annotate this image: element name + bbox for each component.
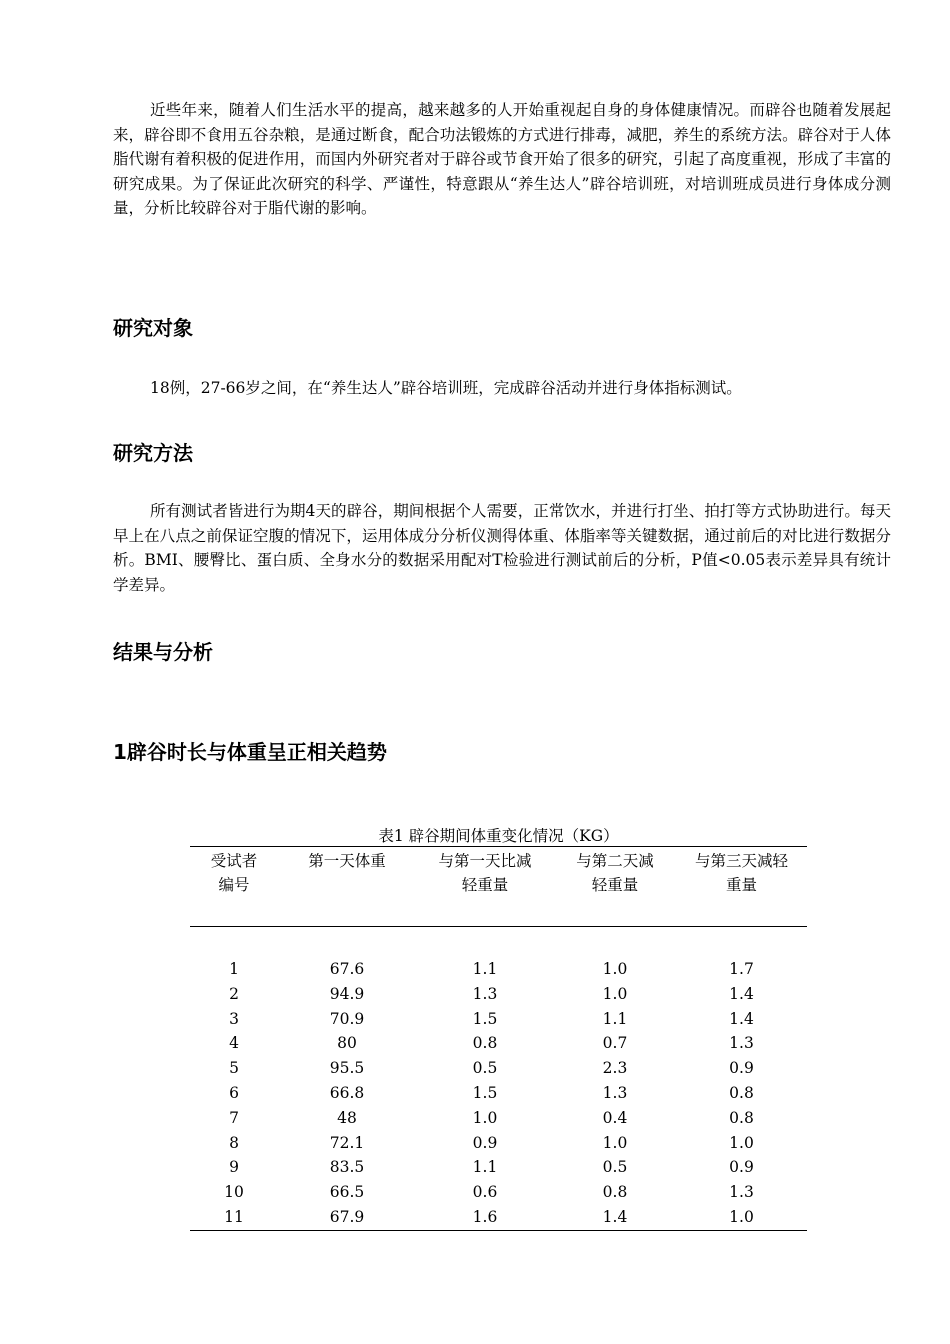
table-cell: 5 — [229, 1059, 239, 1078]
table-row — [190, 1031, 807, 1056]
table-cell: 1.0 — [602, 984, 628, 1003]
table-header-row — [190, 847, 807, 927]
column-header: 与第二天减 轻重量 — [554, 847, 676, 927]
weight-change-table — [190, 846, 807, 1231]
table-cell: 0.9 — [729, 1158, 754, 1177]
table-cell: 0.5 — [602, 1158, 628, 1177]
table-cell: 0.8 — [472, 1034, 498, 1053]
table-cell: 94.9 — [329, 984, 365, 1003]
table-cell: 11 — [190, 1205, 278, 1230]
table-cell: 67.6 — [329, 960, 365, 978]
table-cell: 1.0 — [676, 1205, 807, 1230]
table-cell: 2 — [229, 984, 239, 1003]
table-row — [190, 1205, 807, 1230]
table-cell: 1.1 — [472, 960, 498, 978]
table-cell: 0.8 — [729, 1083, 754, 1102]
table-row — [190, 1131, 807, 1156]
table-cell: 95.5 — [329, 1059, 365, 1078]
table-row — [190, 982, 807, 1007]
table-cell: 0.9 — [472, 1133, 498, 1152]
table-caption: 表1 辟谷期间体重变化情况（KG） — [378, 827, 619, 845]
table-cell: 0.7 — [602, 1034, 628, 1053]
column-header: 与第三天减轻 重量 — [676, 847, 807, 927]
table-cell: 67.9 — [278, 1205, 416, 1230]
table-cell: 83.5 — [329, 1158, 365, 1177]
table-cell: 1.3 — [729, 1183, 754, 1202]
intro-paragraph: 近些年来，随着人们生活水平的提高，越来越多的人开始重视起自身的身体健康情况。而辟谷也随着发展起来，辟谷即不食用五谷杂粮，是通过断食，配合功法锻炼的方式进行排毒，减肥，养生的系统方法。辟谷对于人体脂代谢有着积极的促进作用，而国内外研究者对于辟谷或节食开始了很多的研究，引起了高度重视，形成了丰富的研究成果。为了保证此次研究的科学、严谨性，特意跟从“养生达人”辟谷培训班，对培训班成员进行身体成分测量，分析比较辟谷对于脂代谢的影响。 — [113, 101, 891, 218]
table-cell: 0.5 — [472, 1059, 498, 1078]
section-1-heading: 1辟谷时长与体重呈正相关趋势 — [113, 740, 387, 764]
table-cell: 1.3 — [602, 1083, 628, 1102]
table-cell: 48 — [337, 1108, 357, 1127]
table-cell: 1.0 — [602, 1133, 628, 1152]
column-header: 与第一天比减 轻重量 — [416, 847, 554, 927]
subjects-heading: 研究对象 — [113, 316, 193, 340]
table-cell: 7 — [229, 1108, 239, 1127]
results-heading: 结果与分析 — [113, 640, 213, 664]
table-cell: 1.7 — [729, 960, 754, 978]
table-cell: 0.8 — [729, 1108, 754, 1127]
table-cell: 66.5 — [329, 1183, 365, 1202]
table-row — [190, 1106, 807, 1131]
table-cell: 1.5 — [472, 1083, 498, 1102]
table-row — [190, 1056, 807, 1081]
column-header: 第一天体重 — [278, 847, 416, 927]
table-row — [190, 927, 807, 982]
table-row — [190, 1081, 807, 1106]
table-cell: 1.3 — [729, 1034, 754, 1053]
table-cell: 1.0 — [472, 1108, 498, 1127]
table-cell: 1.1 — [472, 1158, 498, 1177]
table-cell: 1.0 — [602, 960, 628, 978]
table-row — [190, 1155, 807, 1180]
table-cell: 6 — [229, 1083, 239, 1102]
table-row — [190, 1007, 807, 1032]
table-cell: 66.8 — [329, 1083, 365, 1102]
table-cell: 1.0 — [729, 1133, 754, 1152]
table-cell: 1.3 — [472, 984, 498, 1003]
table-cell: 10 — [224, 1183, 244, 1202]
table-row — [190, 1180, 807, 1205]
table-cell: 72.1 — [329, 1133, 365, 1152]
methods-heading: 研究方法 — [113, 441, 193, 465]
table-cell: 1.4 — [729, 1009, 754, 1028]
table-cell: 0.4 — [602, 1108, 628, 1127]
table-cell: 1.6 — [416, 1205, 554, 1230]
table-cell: 3 — [229, 1009, 239, 1028]
table-cell: 4 — [229, 1034, 239, 1053]
column-header: 受试者 编号 — [190, 847, 278, 927]
table-cell: 1.4 — [554, 1205, 676, 1230]
table-cell: 80 — [337, 1034, 357, 1053]
subjects-paragraph: 18例，27-66岁之间，在“养生达人”辟谷培训班，完成辟谷活动并进行身体指标测试。 — [150, 379, 742, 397]
table-cell: 1.4 — [729, 984, 754, 1003]
table-cell: 1.5 — [472, 1009, 498, 1028]
table-cell: 2.3 — [602, 1059, 628, 1078]
table-cell: 8 — [229, 1133, 239, 1152]
table-cell: 0.6 — [472, 1183, 498, 1202]
table-cell: 0.8 — [602, 1183, 628, 1202]
table-cell: 9 — [229, 1158, 239, 1177]
table-cell: 1 — [229, 960, 239, 978]
table-cell: 70.9 — [329, 1009, 365, 1028]
table-body — [190, 927, 807, 1231]
table-cell: 1.1 — [602, 1009, 628, 1028]
table-cell: 0.9 — [729, 1059, 754, 1078]
methods-paragraph: 所有测试者皆进行为期4天的辟谷，期间根据个人需要，正常饮水，并进行打坐、拍打等方式协助进行。每天早上在八点之前保证空腹的情况下，运用体成分分析仪测得体重、体脂率等关键数据，通过前后的对比进行数据分析。BMI、腰臀比、蛋白质、全身水分的数据采用配对T检验进行测试前后的分析，P值<0.05表示差异具有统计学差异。 — [113, 502, 891, 594]
